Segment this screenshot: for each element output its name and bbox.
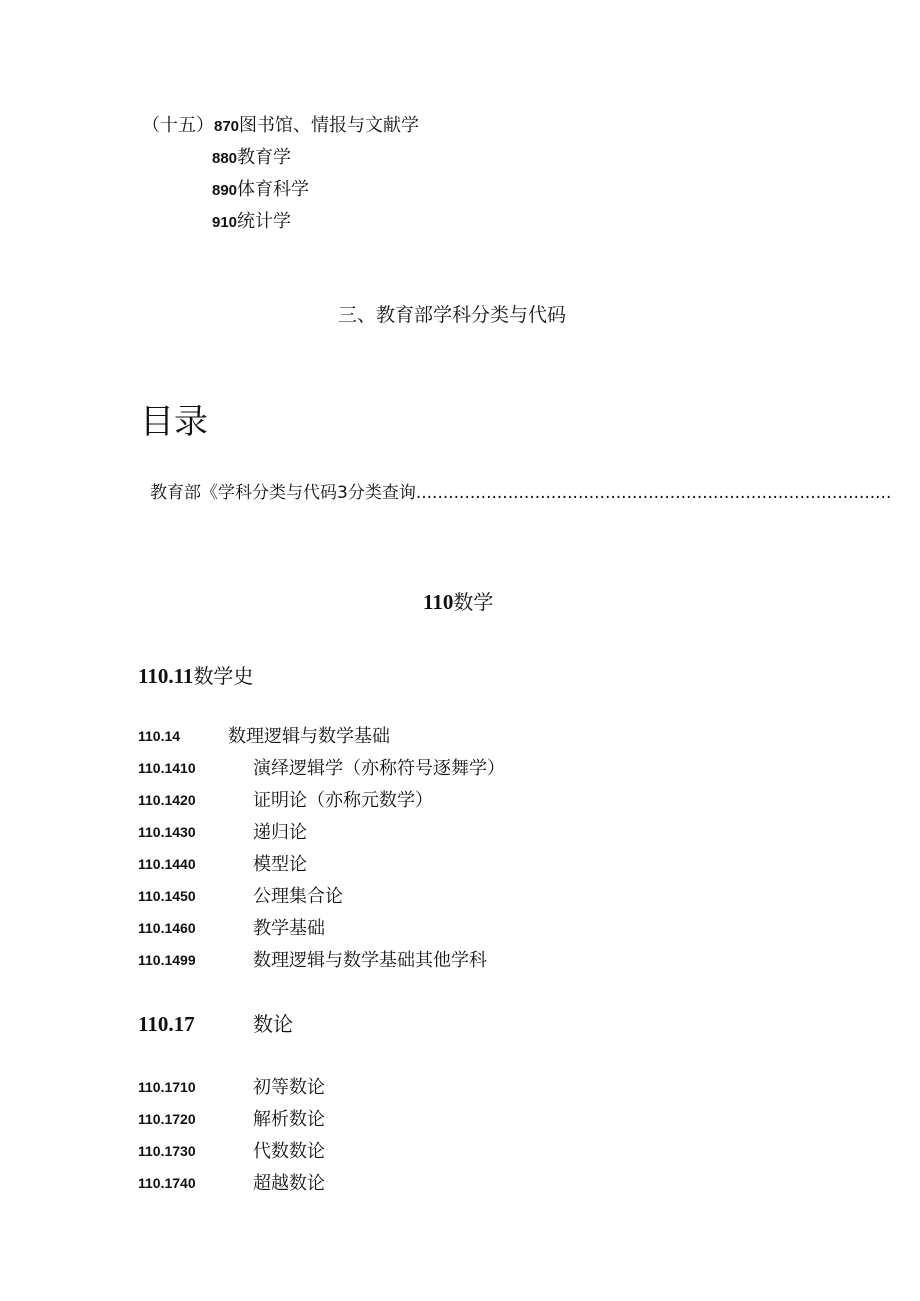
heading-code: 110.11 (138, 664, 194, 688)
sub-heading (138, 1010, 438, 1038)
row-code: 110.1430 (138, 824, 196, 840)
section-title: 三、教育部学科分类与代码 (338, 304, 567, 326)
row-code: 110.1450 (138, 888, 196, 904)
list-code: 870 (214, 118, 240, 135)
row-label: 初等数论 (253, 1077, 325, 1098)
toc-leader: ........................................................................................ (415, 483, 892, 503)
row-label: 超越数论 (253, 1173, 325, 1194)
list-label: 体育科学 (237, 179, 310, 200)
row-label: 数理逻辑与数学基础其他学科 (253, 950, 487, 971)
list-item (212, 178, 309, 203)
table-row (138, 1107, 838, 1133)
table-row (138, 788, 838, 814)
table-row (138, 756, 838, 782)
list-item (212, 210, 291, 235)
row-label: 代数数论 (253, 1141, 325, 1162)
list-code: 890 (212, 182, 238, 199)
toc-entry-text: 教育部《学科分类与代码3分类查询 (150, 483, 416, 503)
row-code: 110.14 (138, 728, 181, 744)
heading-code: 110 (423, 590, 454, 614)
table-row (138, 1075, 838, 1101)
row-code: 110.1440 (138, 856, 196, 872)
row-label: 公理集合论 (253, 886, 343, 907)
list-code: 880 (212, 150, 238, 167)
row-code: 110.1460 (138, 920, 196, 936)
row-label: 证明论（亦称元数学） (253, 790, 433, 811)
row-label: 数理逻辑与数学基础 (228, 726, 390, 747)
main-heading (423, 588, 493, 616)
row-label: 教学基础 (253, 918, 325, 939)
table-row (138, 916, 838, 942)
table-row (138, 948, 838, 974)
list-label: 统计学 (237, 211, 292, 232)
list-label: 教育学 (237, 147, 292, 168)
row-code: 110.1410 (138, 760, 196, 776)
row-code: 110.1740 (138, 1175, 196, 1191)
list-code: 910 (212, 214, 238, 231)
list-item (142, 114, 419, 139)
row-code: 110.1730 (138, 1143, 196, 1159)
list-prefix: （十五） (142, 115, 214, 136)
row-label: 演绎逻辑学（亦称符号逐舞学） (253, 758, 505, 779)
row-label: 模型论 (253, 854, 307, 875)
table-row (138, 1139, 838, 1165)
table-row (138, 852, 838, 878)
row-code: 110.1710 (138, 1079, 196, 1095)
row-label: 解析数论 (253, 1109, 325, 1130)
list-item (212, 146, 291, 171)
row-code: 110.1420 (138, 792, 196, 808)
table-row (138, 884, 838, 910)
list-label: 图书馆、情报与文献学 (239, 115, 420, 136)
heading-code: 110.17 (138, 1012, 195, 1036)
table-row (138, 820, 838, 846)
heading-label: 数论 (253, 1012, 293, 1036)
heading-label: 数学 (453, 590, 494, 614)
row-code: 110.1499 (138, 952, 196, 968)
toc-entry[interactable] (150, 481, 892, 505)
row-code: 110.1720 (138, 1111, 196, 1127)
toc-title: 目录 (140, 402, 208, 442)
table-row (138, 724, 838, 750)
row-label: 递归论 (253, 822, 307, 843)
heading-label: 数学史 (193, 664, 254, 688)
table-row (138, 1171, 838, 1197)
sub-heading (138, 662, 253, 690)
